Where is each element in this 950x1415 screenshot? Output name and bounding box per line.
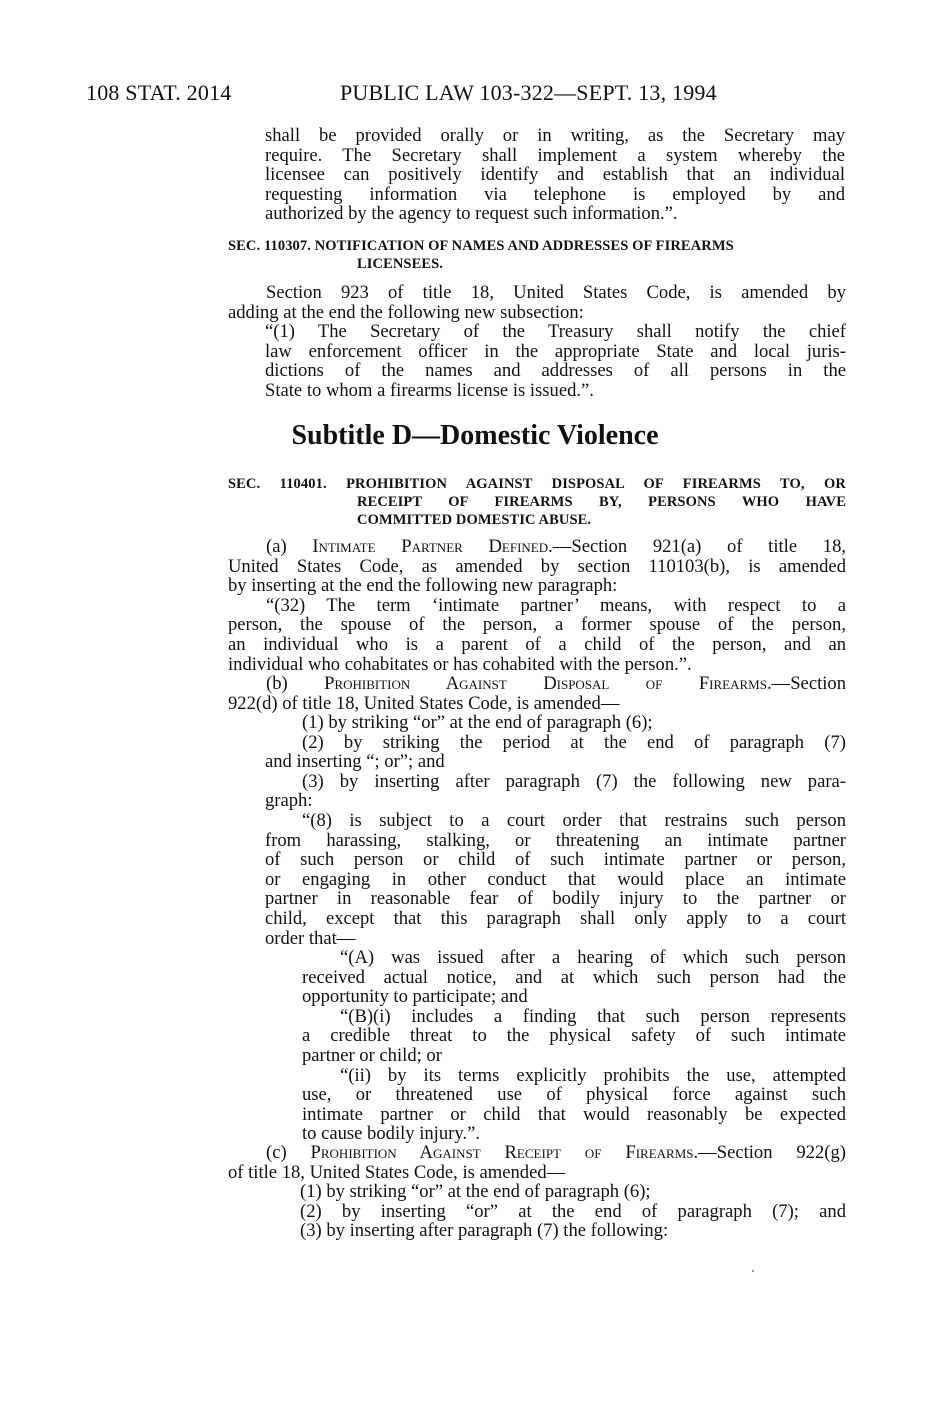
text-line xyxy=(228,674,846,694)
section-heading-110401 xyxy=(228,475,846,529)
text-line: adding at the end the following new subsection: xyxy=(228,301,584,323)
section-heading-110307 xyxy=(228,237,846,273)
text-line: graph: xyxy=(265,790,313,812)
text-line: opportunity to participate; and xyxy=(302,986,528,1008)
subsection-c xyxy=(228,1143,846,1241)
text-line: individual who cohabitates or has cohabited with the person.”. xyxy=(228,653,692,675)
text-line: of such person or child of such intimate partner or person, xyxy=(265,849,846,871)
subsection-a xyxy=(228,537,846,713)
text-span: —Section xyxy=(771,673,846,695)
subsection-label: (c) xyxy=(266,1142,287,1163)
text-line xyxy=(228,537,846,557)
section-number: SEC. 110401. xyxy=(228,476,327,492)
text-line: an individual who is a parent of a child of the person, and an xyxy=(228,633,846,655)
subsection-heading: Prohibition Against Disposal of Firearms. xyxy=(324,673,772,695)
text-line: require. The Secretary shall implement a system whereby the xyxy=(265,144,845,166)
text-line: “(ii) by its terms explicitly prohibits the use, attempted xyxy=(340,1064,846,1086)
text-line: authorized by the agency to request such information.”. xyxy=(265,203,678,225)
running-head: PUBLIC LAW 103-322—SEPT. 13, 1994 xyxy=(340,80,717,105)
text-line: United States Code, as amended by section 110103(b), is amended xyxy=(228,555,846,577)
subsection-label: (b) xyxy=(266,673,288,695)
text-line: “(A) was issued after a hearing of which such person xyxy=(340,947,846,968)
text-line: “(32) The term ‘intimate partner’ means, with respect to a xyxy=(266,594,846,616)
text-line: (2) by inserting “or” at the end of paragraph (7); and xyxy=(300,1200,846,1222)
text-line: partner in reasonable fear of bodily injury to the partner or xyxy=(265,888,846,910)
text-line: law enforcement officer in the appropriate State and local juris- xyxy=(265,340,846,362)
text-line: child, except that this paragraph shall only apply to a court xyxy=(265,907,846,929)
page-header xyxy=(86,80,846,108)
text-line xyxy=(228,1143,846,1163)
text-line: a credible threat to the physical safety of such intimate xyxy=(302,1025,846,1047)
subparagraphs xyxy=(302,948,846,1144)
subsection-heading: Intimate Partner Defined. xyxy=(312,536,553,557)
text-line: or engaging in other conduct that would place an intimate xyxy=(265,868,846,890)
text-line: shall be provided orally or in writing, as the Secretary may xyxy=(265,125,845,146)
text-line: received actual notice, and at which such person had the xyxy=(302,966,846,988)
section-title-continued: LICENSEES. xyxy=(357,256,444,272)
text-line: (1) by striking “or” at the end of paragraph (6); xyxy=(300,1181,651,1203)
text-line: State to whom a firearms license is issued.”. xyxy=(265,379,594,401)
text-line: licensee can positively identify and establish that an individual xyxy=(265,164,845,186)
text-line: “(B)(i) includes a finding that such person represents xyxy=(340,1005,846,1027)
section-body xyxy=(228,283,846,322)
text-line: of title 18, United States Code, is amended— xyxy=(228,1161,566,1183)
section-title-continued: COMMITTED DOMESTIC ABUSE. xyxy=(357,512,592,528)
text-line: (2) by striking the period at the end of paragraph (7) xyxy=(302,731,846,753)
text-line: to cause bodily injury.”. xyxy=(302,1123,480,1145)
text-line: Section 923 of title 18, United States Code, is amended by xyxy=(266,282,846,303)
stat-page-number: 108 STAT. 2014 xyxy=(86,80,232,105)
text-line: and inserting “; or”; and xyxy=(265,751,445,773)
text-line: intimate partner or child that would reasonably be expected xyxy=(302,1103,846,1125)
subsection-b-items xyxy=(265,713,846,948)
section-number: SEC. 110307. xyxy=(228,238,311,254)
text-line: dictions of the names and addresses of all persons in the xyxy=(265,360,846,382)
quoted-subsection xyxy=(265,322,846,400)
text-line: person, the spouse of the person, a former spouse of the person, xyxy=(228,614,846,636)
scan-speck xyxy=(752,1270,754,1272)
text-line: order that— xyxy=(265,927,356,949)
continuation-paragraph xyxy=(265,126,845,224)
section-title-continued: RECEIPT OF FIREARMS BY, PERSONS WHO HAVE xyxy=(357,494,846,510)
text-span: —Section 922(g) xyxy=(698,1142,846,1163)
section-title: NOTIFICATION OF NAMES AND ADDRESSES OF FIREARMS xyxy=(314,238,734,254)
text-line: (1) by striking “or” at the end of paragraph (6); xyxy=(302,712,653,733)
text-line: “(8) is subject to a court order that restrains such person xyxy=(302,809,846,831)
text-line: 922(d) of title 18, United States Code, is amended— xyxy=(228,692,620,714)
text-line: requesting information via telephone is employed by and xyxy=(265,183,845,205)
text-line: from harassing, stalking, or threatening an intimate partner xyxy=(265,829,846,851)
text-line: (3) by inserting after paragraph (7) the following new para- xyxy=(302,770,846,792)
subsection-heading: Prohibition Against Receipt of Firearms. xyxy=(310,1142,699,1163)
text-span: —Section 921(a) of title 18, xyxy=(552,536,847,557)
text-line: partner or child; or xyxy=(302,1044,442,1066)
text-line: use, or threatened use of physical force against such xyxy=(302,1084,846,1106)
text-line: by inserting at the end the following new paragraph: xyxy=(228,575,618,597)
subtitle-heading: Subtitle D—Domestic Violence xyxy=(291,420,659,451)
subsection-label: (a) xyxy=(266,536,287,557)
section-title: PROHIBITION AGAINST DISPOSAL OF FIREARMS TO, OR xyxy=(346,476,847,492)
text-line: “(1) The Secretary of the Treasury shall notify the chief xyxy=(265,321,846,342)
text-line: (3) by inserting after paragraph (7) the following: xyxy=(300,1220,669,1242)
